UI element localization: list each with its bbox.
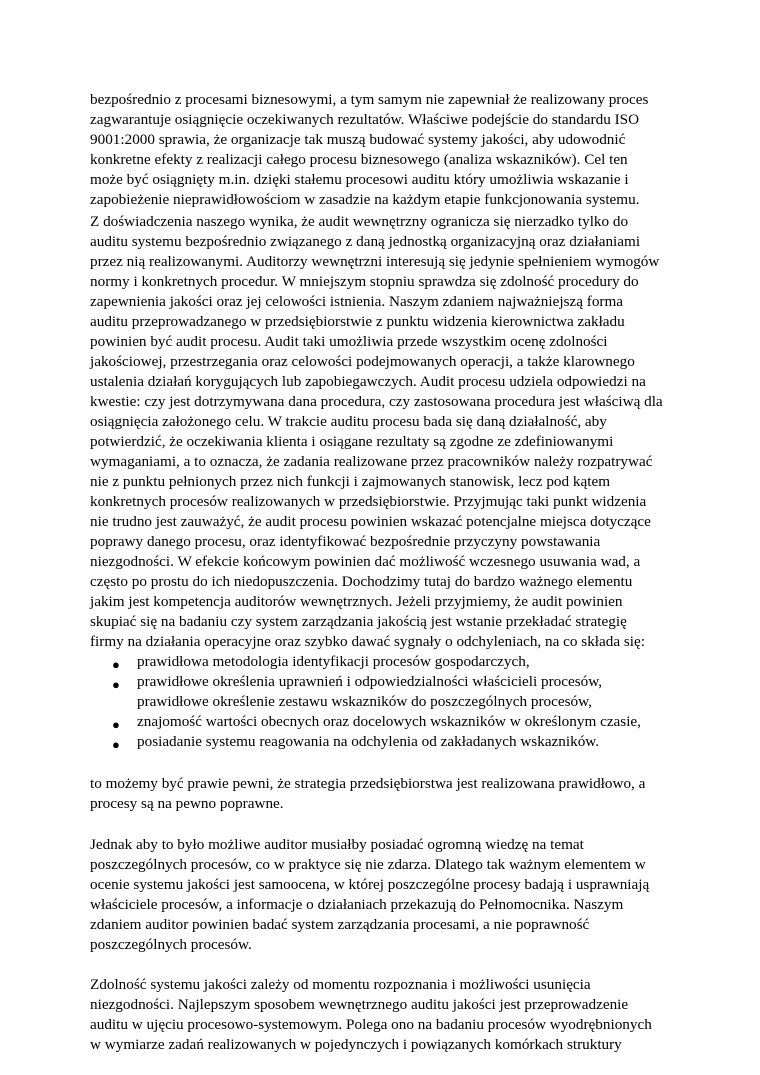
text-line: auditu w ujęciu procesowo-systemowym. Polega ono na badaniu procesów wyodrębnionych: [90, 1016, 652, 1033]
text-line: ustalenia działań korygujących lub zapobiegawczych. Audit procesu udziela odpowiedzi na: [90, 373, 646, 390]
text-line: bezpośrednio z procesami biznesowymi, a tym samym nie zapewniał że realizowany proces: [90, 91, 649, 108]
text-line: niezgodności. Najlepszym sposobem wewnętrznego auditu jakości jest przeprowadzenie: [90, 996, 629, 1013]
list-item-text: prawidłowe określenia uprawnień i odpowiedzialności właścicieli procesów,: [137, 673, 603, 690]
text-line: ocenie systemu jakości jest samoocena, w której poszczególne procesy badają i usprawniają: [90, 876, 650, 893]
list-item-text: prawidłowa metodologia identyfikacji procesów gospodarczych,: [137, 653, 530, 670]
text-line: przez nią realizowanymi. Auditorzy wewnętrzni interesują się jedynie spełnieniem wymogów: [90, 253, 660, 270]
text-line: zapewnienia jakości oraz jej celowości istnienia. Naszym zdaniem najważniejszą forma: [90, 293, 624, 310]
text-line: Jednak aby to było możliwe auditor musiałby posiadać ogromną wiedzę na temat: [90, 836, 584, 853]
list-item-text: posiadanie systemu reagowania na odchylenia od zakładanych wskazników.: [137, 733, 600, 750]
text-line: kwestie: czy jest dotrzymywana dana procedura, czy zastosowana procedura jest właściwą dla: [90, 393, 663, 410]
text-line: nie z punktu pełnionych przez nich funkcji i zajmowanych stanowisk, lecz pod kątem: [90, 473, 611, 490]
text-line: właściciele procesów, a informacje o działaniach przekazują do Pełnomocnika. Naszym: [90, 896, 624, 913]
list-item-text: prawidłowe określenie zestawu wskazników do poszczególnych procesów,: [137, 693, 592, 710]
bullet-icon: ●: [112, 717, 120, 732]
bullet-icon: ●: [112, 677, 120, 692]
text-line: zagwarantuje osiągnięcie oczekiwanych rezultatów. Właściwe podejście do standardu ISO: [90, 111, 640, 128]
text-line: to możemy być prawie pewni, że strategia przedsiębiorstwa jest realizowana prawidłowo, a: [90, 775, 646, 792]
text-line: poprawy danego procesu, oraz identyfikować bezpośrednie przyczyny powstawania: [90, 533, 601, 550]
text-line: zdaniem auditor powinien badać system zarządzania procesami, a nie poprawność: [90, 916, 590, 933]
text-line: często po prostu do ich niedopuszczenia. Dochodzimy tutaj do bardzo ważnego elementu: [90, 573, 633, 590]
text-line: niezgodności. W efekcie końcowym powinien dać możliwość wczesnego usuwania wad, a: [90, 553, 641, 570]
text-line: firmy na działania operacyjne oraz szybko dawać sygnały o odchyleniach, na co składa się:: [90, 633, 645, 650]
text-line: poszczególnych procesów, co w praktyce się nie zdarza. Dlatego tak ważnym elementem w: [90, 856, 646, 873]
text-line: Z doświadczenia naszego wynika, że audit wewnętrzny ogranicza się nierzadko tylko do: [90, 213, 629, 230]
text-line: auditu systemu bezpośrednio związanego z daną jednostką organizacyjną oraz działaniami: [90, 233, 641, 250]
text-line: poszczególnych procesów.: [90, 936, 252, 953]
text-line: 9001:2000 sprawia, że organizacje tak muszą budować systemy jakości, aby udowodnić: [90, 131, 626, 148]
text-line: potwierdzić, że oczekiwania klienta i osiągane rezultaty są zgodne ze zdefiniowanymi: [90, 433, 614, 450]
text-line: skupiać się na badaniu czy system zarządzania jakością jest wstanie przekładać strategię: [90, 613, 627, 630]
text-line: wymaganiami, a to oznacza, że zadania realizowane przez pracowników należy rozpatrywać: [90, 453, 653, 470]
text-line: konkretnych procesów realizowanych w przedsiębiorstwie. Przyjmując taki punkt widzenia: [90, 493, 647, 510]
text-line: w wymiarze zadań realizowanych w pojedynczych i powiązanych komórkach struktury: [90, 1036, 622, 1053]
text-line: procesy są na pewno poprawne.: [90, 795, 284, 812]
list-item-text: znajomość wartości obecnych oraz docelowych wskazników w określonym czasie,: [137, 713, 641, 730]
bullet-icon: ●: [112, 657, 120, 672]
text-line: auditu przeprowadzanego w przedsiębiorstwie z punktu widzenia kierownictwa zakładu: [90, 313, 625, 330]
text-line: osiągnięcia założonego celu. W trakcie auditu procesu bada się daną działalność, aby: [90, 413, 607, 430]
text-line: może być osiągnięty m.in. dzięki stałemu procesowi auditu który umożliwia wskazanie i: [90, 171, 629, 188]
text-line: jakościowej, przestrzegania oraz celowości podejmowanych operacji, a także klarownego: [90, 353, 635, 370]
text-line: normy i konkretnych procedur. W mniejszym stopniu sprawdza się zdolność procedury do: [90, 273, 639, 290]
text-line: nie trudno jest zauważyć, że audit procesu powinien wskazać potencjalne miejsca dotyczące: [90, 513, 651, 530]
bullet-icon: ●: [112, 737, 120, 752]
text-line: jakim jest kompetencja auditorów wewnętrznych. Jeżeli przyjmiemy, że audit powinien: [90, 593, 623, 610]
text-line: Zdolność systemu jakości zależy od momentu rozpoznania i możliwości usunięcia: [90, 976, 591, 993]
text-line: zapobieżenie nieprawidłowościom w zasadzie na każdym etapie funkcjonowania systemu.: [90, 191, 640, 208]
text-line: powinien być audit procesu. Audit taki umożliwia przede wszystkim ocenę zdolności: [90, 333, 608, 350]
text-line: konkretne efekty z realizacji całego procesu biznesowego (analiza wskazników). Cel ten: [90, 151, 628, 168]
